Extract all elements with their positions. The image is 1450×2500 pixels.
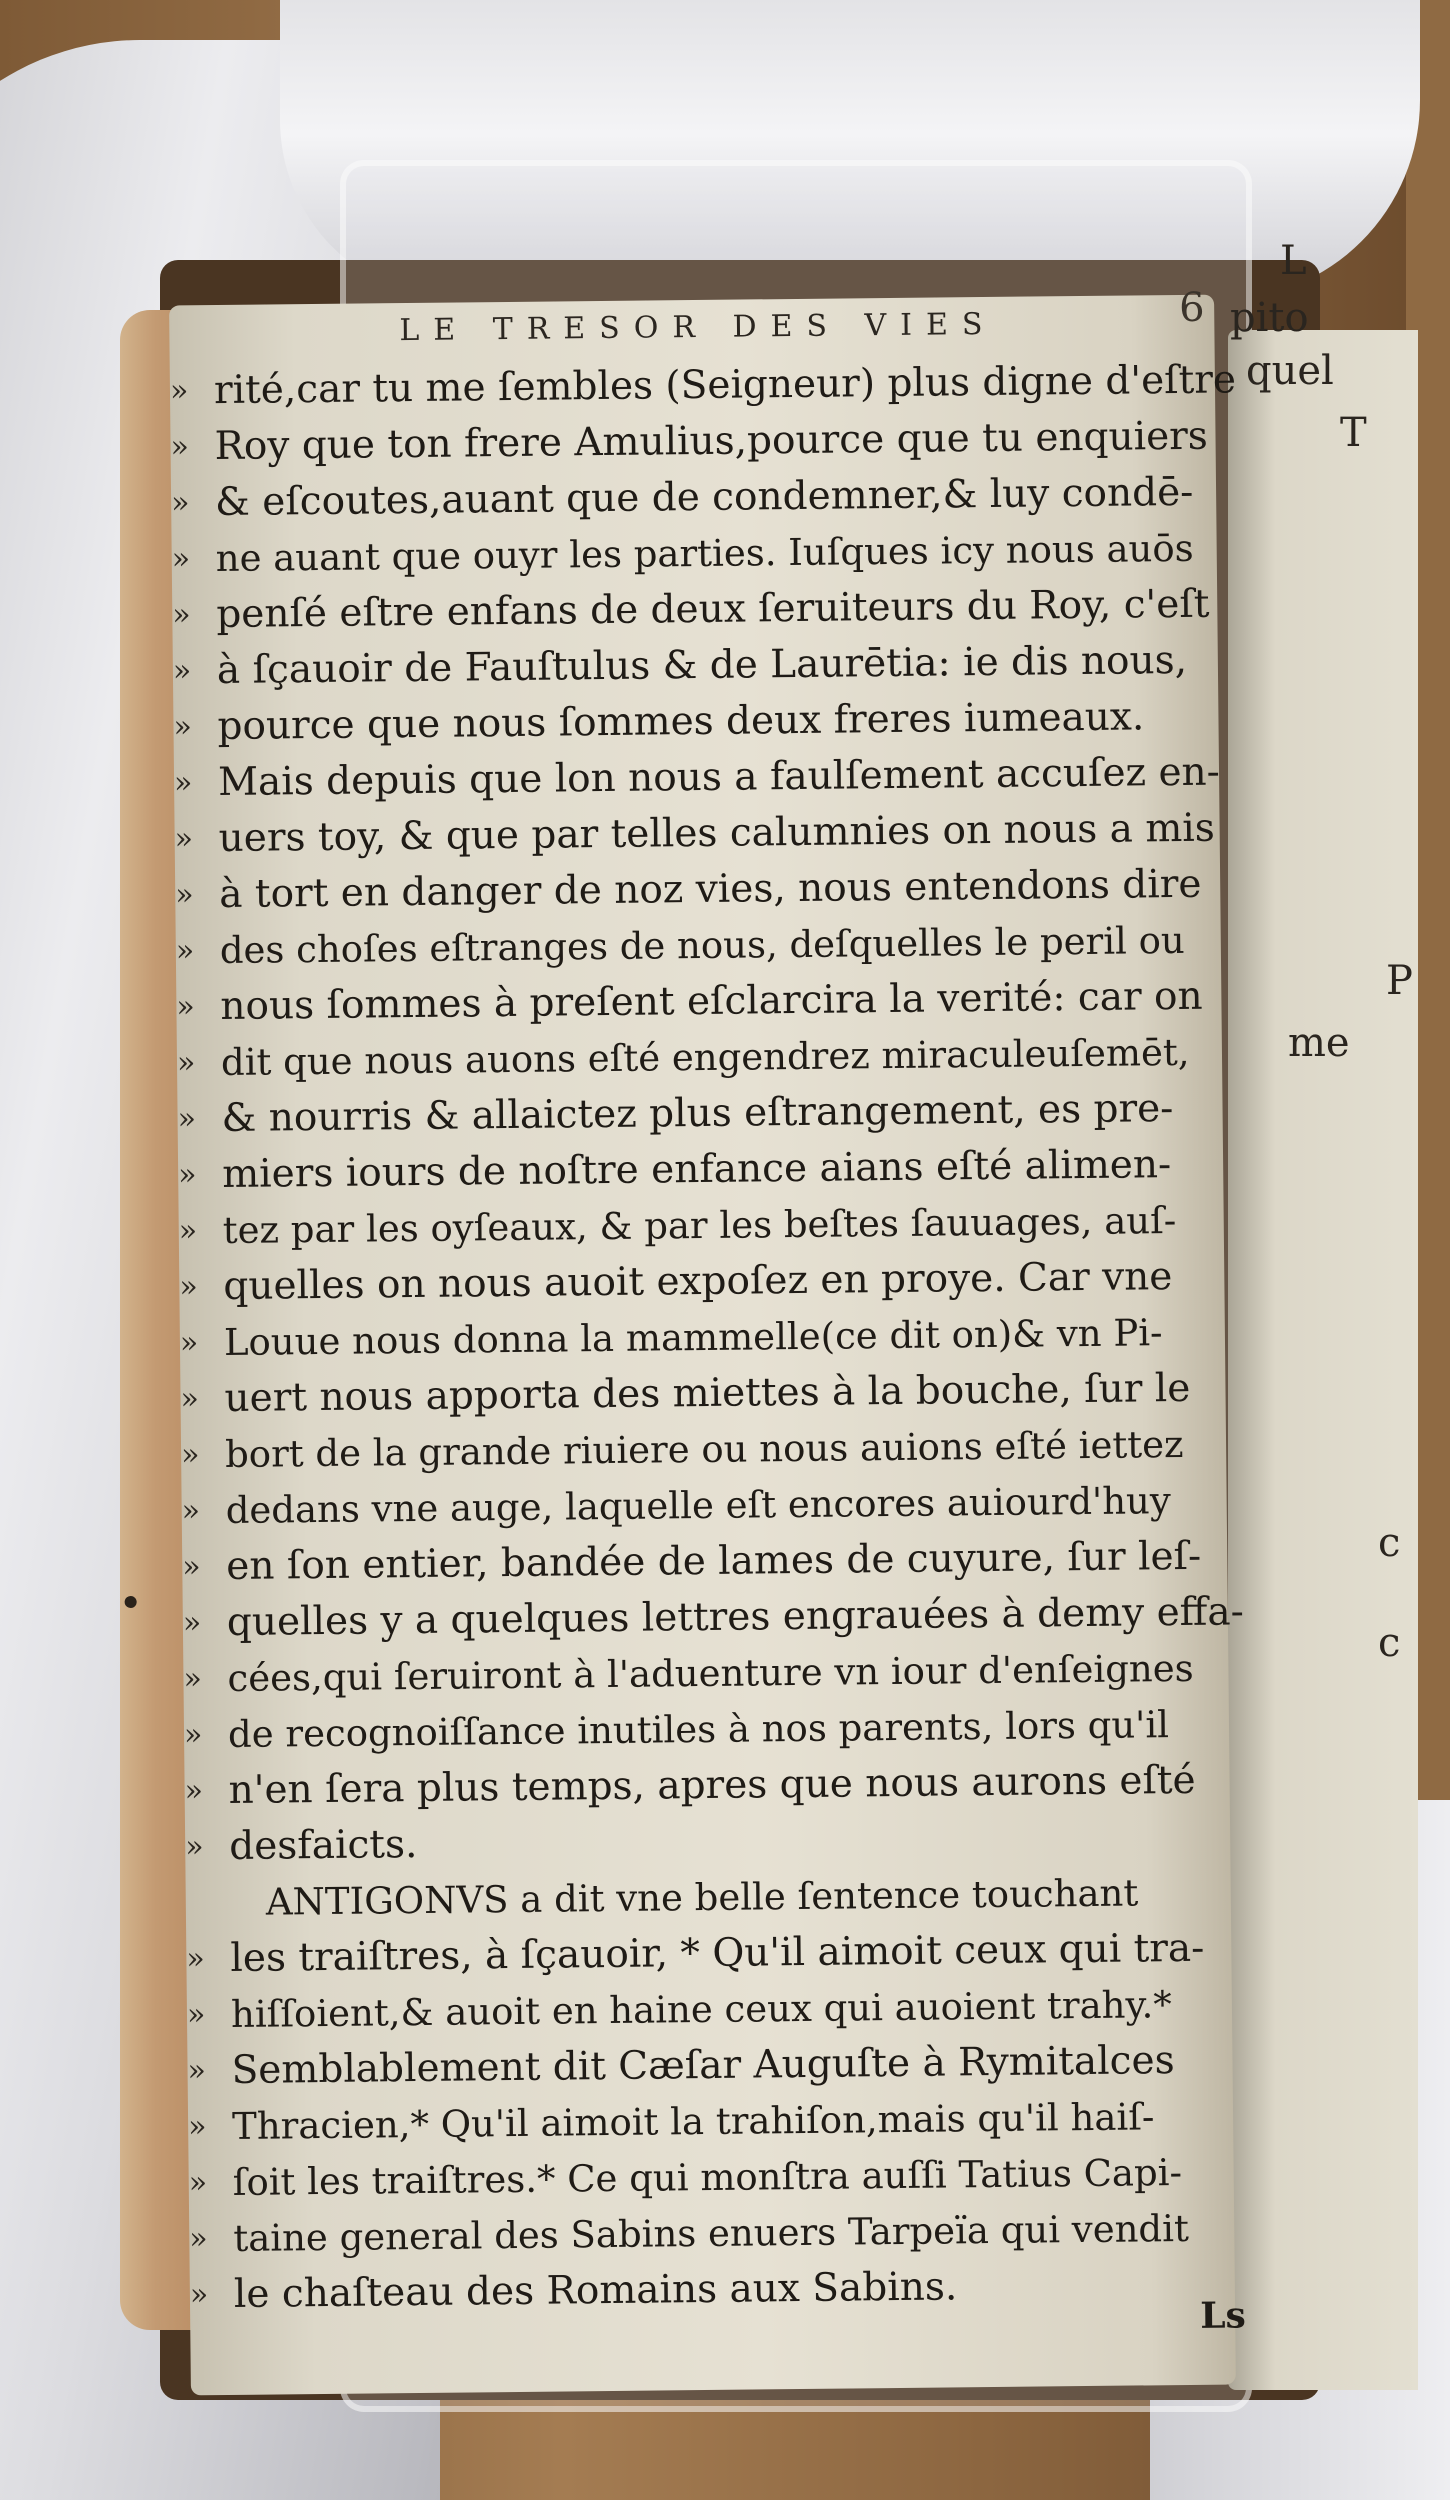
quotation-mark: »: [173, 765, 193, 801]
text-line: [177, 1025, 1188, 1092]
line-text: Thracien,* Qu'il aimoit la trahiſon,mais qu'il haiſ-: [231, 2095, 1155, 2148]
text-line: [190, 2257, 1201, 2324]
line-text: dedans vne auge, laquelle eſt encores auiourd'huy: [225, 1479, 1172, 1533]
quotation-mark: »: [175, 933, 195, 969]
quotation-mark: »: [172, 597, 191, 633]
quotation-mark: »: [178, 1213, 198, 1249]
quotation-mark: »: [189, 2221, 208, 2257]
facing-fragment: pito: [1230, 295, 1309, 341]
line-text: uers toy, & que par telles calumnies on nous a mis: [218, 805, 1216, 862]
quotation-mark: »: [188, 2165, 208, 2201]
line-text: taine general des Sabins enuers Tarpeïa qui vendit: [233, 2206, 1190, 2260]
facing-fragment: c: [1378, 1620, 1401, 1666]
text-line: [170, 465, 1194, 532]
quotation-mark: »: [173, 709, 193, 745]
line-text: miers iours de noſtre enfance aians eſté alimen-: [221, 1142, 1172, 1198]
page-corner-number: 6: [1178, 284, 1205, 331]
running-head: LE TRESOR DES VIES: [399, 306, 997, 349]
quotation-mark: »: [180, 1437, 200, 1473]
line-text: Louue nous donna la mammelle(ce dit on)& vn Pi-: [223, 1311, 1163, 1365]
line-text: ne auant que ouyr les parties. Iuſques icy nous auōs: [215, 526, 1194, 581]
quotation-mark: »: [170, 429, 190, 465]
quotation-mark: »: [182, 1549, 201, 1585]
line-text: desfaicts.: [228, 1822, 418, 1869]
line-text: de recognoiſſance inutiles à nos parents, lors qu'il: [227, 1703, 1170, 1756]
line-text: & nourris & allaictez plus eſtrangement, es pre-: [221, 1086, 1174, 1142]
quotation-mark: »: [183, 1717, 203, 1753]
quotation-mark: »: [172, 653, 192, 689]
line-text: penſé eſtre enfans de deux ſeruiteurs du Roy, c'eſt: [216, 581, 1210, 638]
quotation-mark: »: [189, 2277, 209, 2313]
line-text: pource que nous ſommes deux freres iumeaux.: [217, 694, 1145, 750]
line-text: hiſſoient,& auoit en haine ceux qui auoient trahy.*: [230, 1983, 1172, 2036]
line-text: Mais depuis que lon nous a faulſement accuſez en-: [217, 749, 1221, 806]
line-text: les traiſtres, à ſçauoir, * Qu'il aimoit ceux qui tra-: [230, 1925, 1205, 1981]
line-text: uert nous apporta des miettes à la bouche, ſur le: [224, 1365, 1191, 1422]
quotation-mark: »: [178, 1157, 197, 1193]
text-block: [169, 353, 1245, 2323]
quotation-mark: »: [187, 2053, 207, 2089]
line-text: & eſcoutes,auant que de condemner,& luy condē-: [214, 469, 1194, 526]
line-text: Semblablement dit Cæſar Auguſte à Rymitalces: [231, 2038, 1175, 2093]
quotation-mark: »: [179, 1269, 198, 1305]
quotation-mark: »: [185, 1829, 204, 1865]
quotation-mark: »: [186, 1997, 206, 2033]
line-text: quelles y a quelques lettres engrauées à demy effa-: [226, 1589, 1245, 1645]
text-line: [173, 745, 1221, 812]
facing-page: [1228, 238, 1418, 2390]
quotation-mark: »: [175, 877, 194, 913]
facing-fragment: me: [1288, 1020, 1350, 1066]
quotation-mark: »: [183, 1661, 203, 1697]
line-text: bort de la grande riuiere ou nous auions eſté iettez: [224, 1422, 1184, 1477]
quotation-mark: »: [177, 1101, 197, 1137]
line-text: rité,car tu me ſembles (Seigneur) plus digne d'eſtre: [213, 357, 1237, 414]
line-text: nous ſommes à preſent eſclarcira la verité: car on: [220, 973, 1203, 1030]
facing-fragment: L: [1280, 238, 1307, 284]
line-text: tez par les oyſeaux, & par les beſtes ſauuages, auſ-: [222, 1199, 1177, 1253]
facing-fragment: c: [1378, 1520, 1401, 1566]
quotation-mark: »: [176, 989, 195, 1025]
line-text: dit que nous auons eſté engendrez miraculeuſemēt,: [220, 1030, 1190, 1085]
line-text: en ſon entier, bandée de lames de cuyure, ſur leſ-: [226, 1533, 1202, 1589]
line-text: cées,qui ſeruiront à l'aduenture vn iour d'enſeignes: [227, 1646, 1194, 1700]
quotation-mark: »: [176, 1045, 196, 1081]
facing-fragment: T: [1340, 410, 1367, 456]
quotation-mark: »: [181, 1493, 201, 1529]
line-text: ANTIGONVS a dit vne belle ſentence touchant: [265, 1871, 1139, 1924]
line-text: des choſes eſtranges de nous, deſquelles le peril ou: [219, 918, 1185, 973]
ink-dot: [125, 1596, 137, 1608]
line-text: Roy que ton frere Amulius,pource que tu enquiers: [214, 413, 1209, 470]
quotation-mark: »: [174, 821, 194, 857]
quotation-mark: »: [187, 2109, 207, 2145]
quotation-mark: »: [182, 1605, 202, 1641]
quotation-mark: »: [179, 1325, 199, 1361]
quotation-mark: »: [180, 1381, 200, 1417]
line-text: quelles on nous auoit expoſez en proye. Car vne: [223, 1254, 1173, 1310]
line-text: à ſçauoir de Fauſtulus & de Laurētia: ie dis nous,: [216, 637, 1188, 694]
line-text: à tort en danger de noz vies, nous entendons dire: [219, 861, 1202, 918]
line-text: le chaſteau des Romains aux Sabins.: [233, 2264, 958, 2317]
facing-fragment: P: [1386, 958, 1413, 1004]
quotation-mark: »: [171, 541, 191, 577]
line-text: n'en ſera plus temps, apres que nous aurons eſté: [228, 1757, 1196, 1813]
book-page: [169, 284, 1247, 2396]
line-text: ſoit les traiſtres.* Ce qui monſtra auſſi Tatius Capi-: [232, 2151, 1183, 2204]
facing-fragment: quel: [1246, 348, 1334, 394]
quotation-mark: »: [170, 485, 190, 521]
quotation-mark: »: [184, 1773, 204, 1809]
catchword: Ls: [1199, 2294, 1247, 2337]
quotation-mark: »: [186, 1941, 205, 1977]
quotation-mark: »: [169, 373, 189, 409]
